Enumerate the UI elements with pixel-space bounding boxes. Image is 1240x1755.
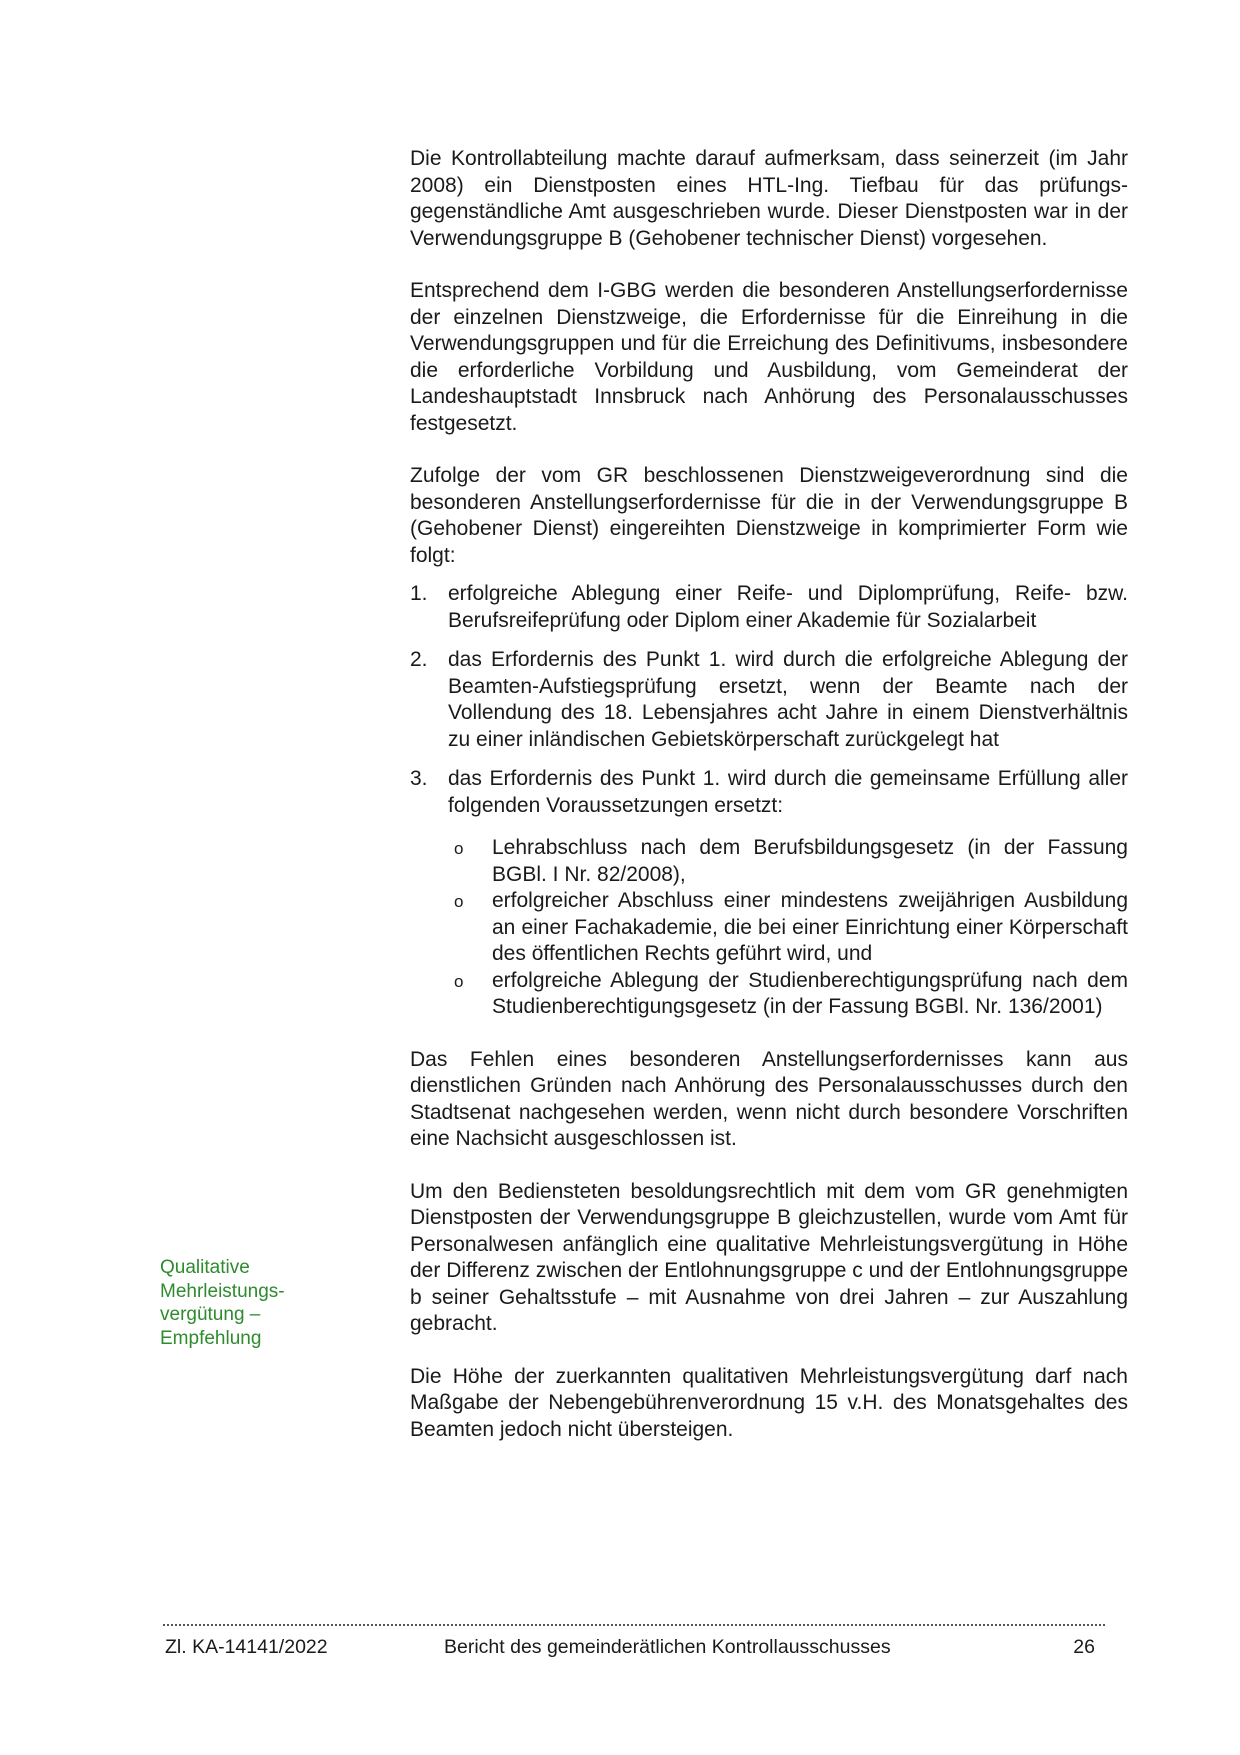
requirements-list (410, 581, 1128, 1021)
sublist-item (448, 835, 1128, 888)
sublist-item-text: Lehrabschluss nach dem Berufsbildungsgesetz (in der Fassung BGBl. I Nr. 82/2008), (492, 836, 1128, 886)
sublist-item (448, 968, 1128, 1021)
paragraph-nachsicht: Das Fehlen eines besonderen Anstellungserfordernisses kann aus dienstlichen Gründen nach Anhörung des Personalausschusses durch den Stadtsenat nachgesehen werden, wenn nicht durch besondere Vorschriften eine Nachsicht ausgeschlossen ist. (410, 1047, 1128, 1150)
list-number: 1. (410, 582, 428, 605)
margin-note-line: Mehrleistungs- (160, 1280, 285, 1302)
sublist-item-text: erfolgreiche Ablegung der Studienberechtigungsprüfung nach dem Studienberechtigungsgesetz (in der Fassung BGBl. Nr. 136/2001) (492, 968, 1128, 1018)
paragraph-hoehe-verguetung: Die Höhe der zuerkannten qualitativen Mehrleistungsvergütung darf nach Maßgabe der Nebengebührenverordnung 15 v.H. des Monatsgehaltes des Beamten jedoch nicht übersteigen. (410, 1364, 1128, 1441)
bullet-circle-icon: o (454, 839, 464, 858)
margin-note-line: vergütung – (160, 1304, 261, 1325)
report-title: Bericht des gemeinderätlichen Kontrollausschusses (444, 1636, 891, 1658)
bullet-circle-icon: o (454, 971, 464, 991)
bullet-circle-icon: o (454, 892, 464, 911)
page-number: 26 (1073, 1636, 1095, 1658)
margin-note (160, 1256, 320, 1350)
paragraph-kontrollabteilung: Die Kontrollabteilung machte darauf aufmerksam, dass seinerzeit (im Jahr 2008) ein Dienstposten eines HTL-Ing. Tiefbau für das prüfungsgegenständliche Amt ausgeschrieben wurde. Dieser Dienstposten war in der Verwendungsgruppe B (Gehobener technischer Dienst) vorgesehen. (410, 147, 1128, 250)
list-item-text: das Erfordernis des Punkt 1. wird durch die gemeinsame Erfüllung aller folgenden Voraussetzungen ersetzt: (448, 767, 1128, 817)
alternative-requirements-sublist (448, 835, 1128, 1021)
list-item-text: das Erfordernis des Punkt 1. wird durch die erfolgreiche Ablegung der Beamten-Aufstiegsprüfung ersetzt, wenn der Beamte nach der Vollendung des 18. Lebensjahres acht Jahre in einem Dienstverhältnis zu einer inländischen Gebietskörperschaft zurückgelegt hat (448, 648, 1128, 751)
list-number: 3. (410, 767, 428, 790)
document-reference: Zl. KA-14141/2022 (165, 1636, 328, 1658)
list-item (410, 647, 1128, 753)
paragraph-mehrleistungsverguetung: Um den Bediensteten besoldungsrechtlich mit dem vom GR genehmigten Dienstposten der Verwendungsgruppe B gleichzustellen, wurde vom Amt für Personalwesen anfänglich eine qualitative Mehrleistungsvergütung in Höhe der Differenz zwischen der Entlohnungsgruppe c und der Entlohnungsgruppe b seiner Gehaltsstufe – mit Ausnahme von drei Jahren – zur Auszahlung gebracht. (410, 1179, 1128, 1335)
paragraph-i-gbg: Entsprechend dem I-GBG werden die besonderen Anstellungserfordernisse der einzelnen Dienstzweige, die Erfordernisse für die Einreihung in die Verwendungsgruppen und für die Erreichung des Definitivums, insbesondere die erforderliche Vorbildung und Ausbildung, vom Gemeinderat der Landeshauptstadt Innsbruck nach Anhörung des Personalausschusses festgesetzt. (410, 279, 1128, 435)
list-item (410, 581, 1128, 634)
list-item-text: erfolgreiche Ablegung einer Reife- und Diplomprüfung, Reife- bzw. Berufsreifeprüfung oder Diplom einer Akademie für Sozialarbeit (448, 582, 1128, 632)
list-item (410, 766, 1128, 1021)
margin-note-line: Empfehlung (160, 1327, 262, 1349)
sublist-item (448, 888, 1128, 968)
paragraph-dienstzweigeverordnung: Zufolge der vom GR beschlossenen Dienstzweigeverordnung sind die besonderen Anstellungserfordernisse für die in der Verwendungsgruppe B (Gehobener Dienst) eingereihten Dienstzweige in komprimierter Form wie folgt: (410, 464, 1128, 567)
margin-note-line: Qualitative (160, 1257, 250, 1278)
list-number: 2. (410, 648, 428, 671)
page-footer (163, 1634, 1105, 1660)
main-text-column (410, 146, 1128, 1469)
sublist-item-text: erfolgreicher Abschluss einer mindestens zweijährigen Ausbildung an einer Fachakademie, die bei einer Einrichtung einer Körperschaft des öffentlichen Rechts geführt wird, und (492, 889, 1128, 965)
footer-divider (163, 1624, 1105, 1626)
